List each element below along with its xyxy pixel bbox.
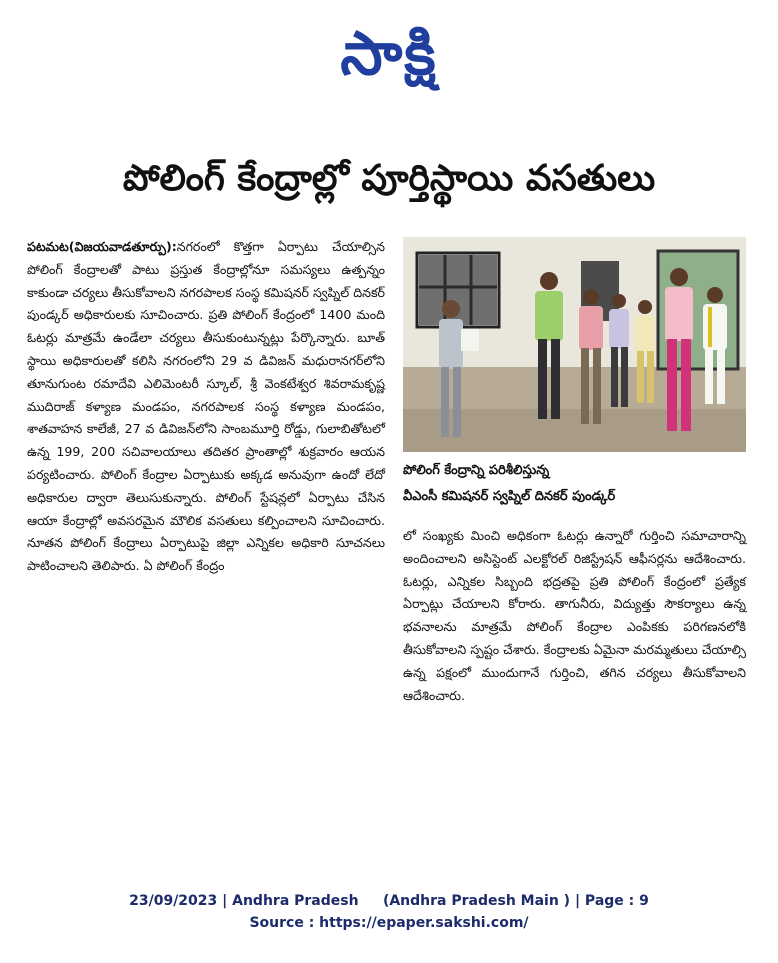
sakshi-logo: సాక్షి (340, 19, 438, 89)
photo-caption (403, 458, 746, 510)
article-body-left (27, 236, 385, 578)
article-dateline: పటమట(విజయవాడతూర్పు): (27, 239, 177, 254)
footer-edition-info: 23/09/2023 | Andhra Pradesh (Andhra Pradesh Main ) | Page : 9 (129, 893, 649, 909)
article-photo (403, 237, 746, 452)
photo-caption-line-1: పోలింగ్ కేంద్రాన్ని పరిశీలిస్తున్న (403, 463, 550, 478)
photo-illustration (403, 237, 746, 452)
photo-caption-line-2: వీఎంసీ కమిషనర్ స్వప్నిల్ దినకర్ పుండ్కర్ (403, 489, 616, 504)
footer-source (0, 912, 778, 934)
article-headline: పోలింగ్ కేంద్రాల్లో పూర్తిస్థాయి వసతులు (122, 158, 656, 199)
article-body-right: లో సంఖ్యకు మించి అధికంగా ఓటర్లు ఉన్నారో గుర్తించి సమాచారాన్ని అందించాలని అసిస్టెంట్ ఎలక్టోరల్ రిజిస్ట్రేషన్ ఆఫీసర్లను ఆదేశించారు. ఓటర్లు, ఎన్నికల సిబ్బంది భద్రతపై ప్రతి పోలింగ్ కేంద్రంలో ప్రత్యేక ఏర్పాట్లు చేయాలని కోరారు. తాగునీరు, విద్యుత్తు సౌకర్యాలు ఉన్న భవనాలను మాత్రమే పోలింగ్ కేంద్రాల ఎంపికకు పరిగణనలోకి తీసుకోవాలని స్పష్టం చేశారు. కేంద్రాలకు ఏమైనా మరమ్మతులు చేయాల్సి ఉన్న పక్షంలో ముందుగానే గుర్తించి, తగిన చర్యలు తీసుకోవాలని ఆదేశించారు. (403, 528, 746, 703)
footer-source-link[interactable]: https://epaper.sakshi.com/ (319, 915, 529, 931)
page-footer (0, 890, 778, 934)
footer-source-label: Source : (249, 915, 320, 931)
article-body-left-text: నగరంలో కొత్తగా ఏర్పాటు చేయాల్సిన పోలింగ్ కేంద్రాలతో పాటు ప్రస్తుత కేంద్రాల్లోనూ సమస్యలు ఉత్పన్నం కాకుండా చర్యలు తీసుకోవాలని నగరపాలక సంస్థ కమిషనర్ స్వప్నిల్ దినకర్ పుండ్కర్ అధికారులకు సూచించారు. ప్రతి పోలింగ్ కేంద్రంలో 1400 మంది ఓటర్లు మాత్రమే ఉండేలా చర్యలు తీసుకుంటున్నట్లు పేర్కొన్నారు. బూత్ స్థాయి అధికారులతో కలిసి నగరంలోని 29 వ డివిజన్ మధురానగర్‌లోని తూనుగుంట రమాదేవి ఎలిమెంటరీ స్కూల్, శ్రీ వెంకటేశ్వర శివరామకృష్ణ ముదిరాజ్ కళ్యాణ మండపం, నగరపాలక సంస్థ కళ్యాణ మండపం, శాతవాహన కాలేజీ, 27 వ డివిజన్‌లోని సాంబమూర్తి రోడ్డు, గులాబితోటలో ఉన్న 199, 200 సచివాలయాలు తదితర ప్రాంతాల్లో శుక్రవారం ఆయన పర్యటించారు. పోలింగ్ కేంద్రాల ఏర్పాటుకు అక్కడ అనువుగా ఉందో లేదో అధికారుల ద్వారా తెలుసుకున్నారు. పోలింగ్ స్టేషన్లలో ఏర్పాటు చేసిన ఆయా కేంద్రాల్లో అవసరమైన మౌలిక వసతులు కల్పించాలని సూచించారు. నూతన పోలింగ్ కేంద్రాలు ఏర్పాటుపై జిల్లా ఎన్నికల అధికారి సూచనలు పాటించాలని తెలిపారు. ఏ పోలింగ్ కేంద్రం (27, 239, 385, 574)
